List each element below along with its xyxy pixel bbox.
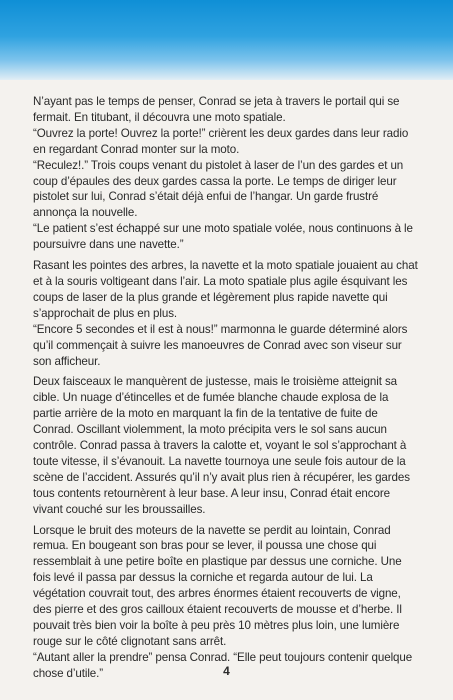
text-line: vivant couché sur les broussailles. <box>33 502 206 516</box>
text-line: Deux faisceaux le manquèrent de justesse, mais le troisième atteignit sa <box>33 375 397 389</box>
text-line: et à la souris voltigeant dans l’air. La moto spatiale plus agile ésquivant les <box>33 274 408 288</box>
text-line: annonça la nouvelle. <box>33 206 138 220</box>
text-line: coups de laser de la plus grande et légèrement plus rapide navette qui <box>33 290 388 304</box>
text-line: N’ayant pas le temps de penser, Conrad se jeta à travers le portail qui se <box>33 95 400 108</box>
text-line: pouvait très bien voir la boîte à peu près 10 mètres plus loin, une lumière <box>33 619 400 632</box>
text-line: ressemblait à une petire boîte en plastique par dessus une corniche. Une <box>33 555 402 569</box>
text-line: végétation couvrait tout, des arbres énormes étaient recouverts de vigne, <box>33 587 401 601</box>
text-line: contrôle. Conrad passa à travers la calotte et, voyant le sol s’approchant à <box>33 439 407 453</box>
text-line: Lorsque le bruit des moteurs de la navette se perdit au lointain, Conrad <box>33 523 391 537</box>
paragraph <box>33 523 428 682</box>
page-number: 4 <box>223 664 230 678</box>
text-line: coup d’épaules des deux gardes cassa la porte. Le temps de diriger leur <box>33 174 397 188</box>
paragraph <box>33 258 428 369</box>
text-line: cible. Un nuage d’étincelles et de fumée blanche chaude explosa de la <box>33 391 389 405</box>
text-line: “Ouvrez la porte! Ouvrez la porte!” crièrent les deux gardes dans leur radio <box>33 126 409 140</box>
text-line: “Reculez!.” Trois coups venant du pistolet à laser de l’un des gardes et un <box>33 158 404 172</box>
text-line: tous contents retournèrent à leur base. A leur insu, Conrad était encore <box>33 486 390 500</box>
text-line: toute vitesse, il s’évanouit. La navette tournoya une seule fois autour de la <box>33 454 406 468</box>
text-line: Rasant les pointes des arbres, la navette et la moto spatiale jouaient au chat <box>33 259 418 273</box>
text-line: qu’il commençait à suivre les manoeuvres de Conrad avec son viseur sur <box>33 338 402 352</box>
text-line: “Encore 5 secondes et il est à nous!” marmonna le guarde déterminé alors <box>33 322 408 336</box>
text-line: chose d’utile.” <box>33 666 104 680</box>
page-text <box>33 94 428 682</box>
text-line: pistolet sur lui, Conrad s’était déjà enfui de l’hangar. Un garde frustré <box>33 190 379 204</box>
text-line: remua. En bougeant son bras pour se lever, il poussa une chose qui <box>33 539 377 553</box>
header-band <box>0 0 453 80</box>
text-line: partie arrière de la moto en marquant la fin de la tentative de fuite de <box>33 407 378 421</box>
paragraph <box>33 94 428 253</box>
text-line: rouge sur le côté clignotant sans arrêt. <box>33 634 227 648</box>
text-line: “Autant aller la prendre” pensa Conrad. “Elle peut toujours contenir quelque <box>33 650 413 664</box>
text-line: fermait. En titubant, il découvra une moto spatiale. <box>33 110 286 124</box>
text-line: son afficheur. <box>33 354 101 368</box>
text-line: scène de l’accident. Assurés qu’il n’y avait plus rien à récupérer, les gardes <box>33 470 410 484</box>
text-line: en regardant Conrad monter sur la moto. <box>33 142 240 156</box>
text-line: poursuivre dans une navette.” <box>33 238 184 252</box>
paragraph <box>33 374 428 517</box>
text-line: Conrad. Oscillant violemment, la moto précipita vers le sol sans aucun <box>33 423 387 437</box>
text-line: des pierre et des gros cailloux étaient recouverts de mousse et d’herbe. Il <box>33 603 402 617</box>
text-line: s’approchait de plus en plus. <box>33 306 178 320</box>
text-line: “Le patient s’est échappé sur une moto spatiale volée, nous continuons à le <box>33 222 413 236</box>
text-line: fois levé il passa par dessus la corniche et regarda autour de lui. La <box>33 571 373 585</box>
